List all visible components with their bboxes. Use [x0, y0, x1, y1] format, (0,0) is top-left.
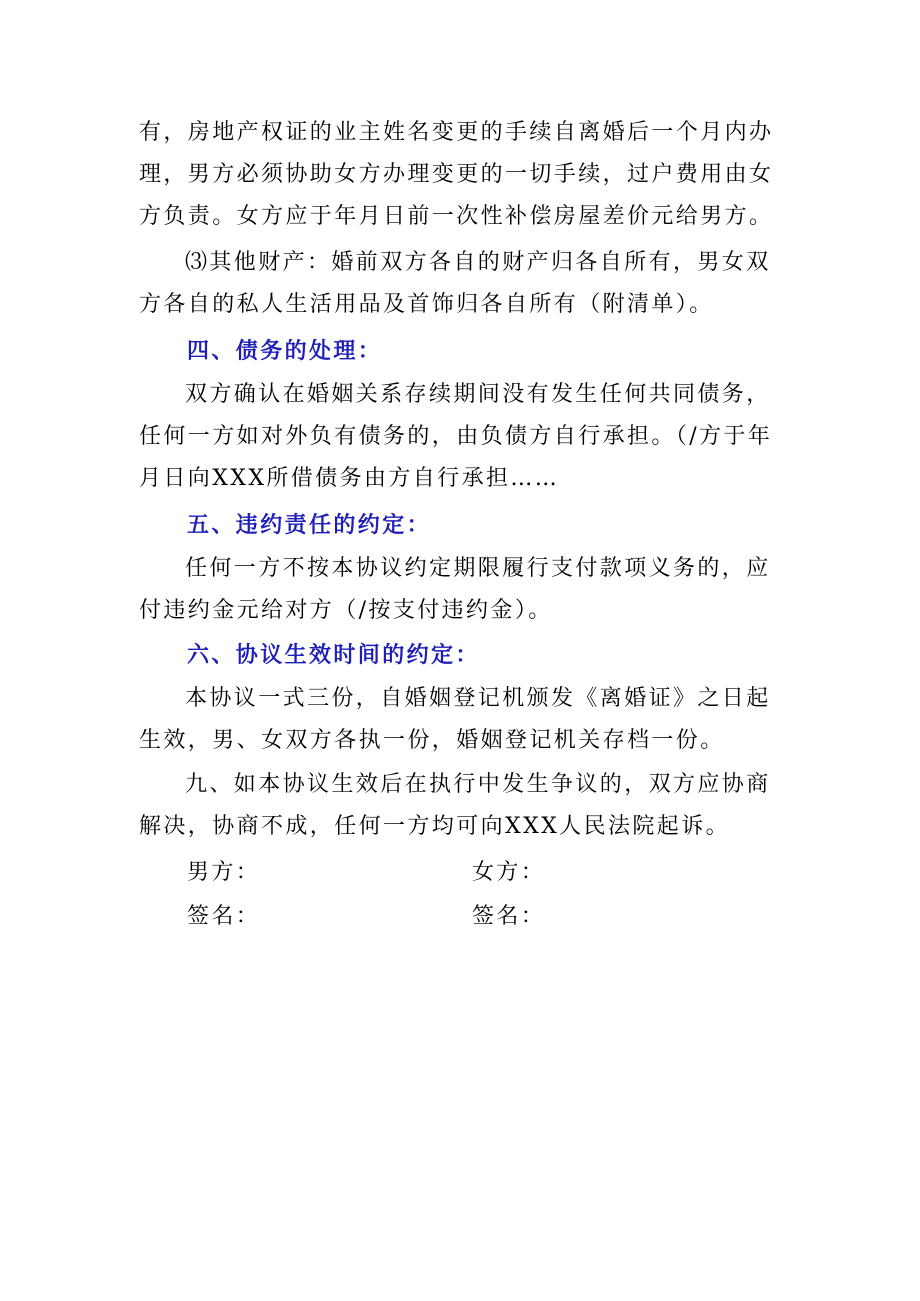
female-party-label: 女方：	[472, 860, 546, 885]
paragraph-property-transfer: 有，房地产权证的业主姓名变更的手续自离婚后一个月内办理，男方必须协助女方办理变更的一切手续，过户费用由女方负责。女方应于年月日前一次性补偿房屋差价元给男方。	[139, 120, 774, 229]
paragraph-other-property: ⑶其他财产：婚前双方各自的财产归各自所有，男女双方各自的私人生活用品及首饰归各自所有（附清单）。	[139, 250, 771, 317]
heading-debt-handling: 四、债务的处理：	[187, 338, 383, 364]
female-signature-label: 签名：	[472, 904, 546, 929]
paragraph-debt: 双方确认在婚姻关系存续期间没有发生任何共同债务，任何一方如对外负有债务的，由负债方自行承担。（/方于年月日向XXX所借债务由方自行承担……	[139, 382, 773, 491]
heading-breach-liability: 五、违约责任的约定：	[187, 512, 432, 538]
paragraph-effective: 本协议一式三份，自婚姻登记机颁发《离婚证》之日起生效，男、女双方各执一份，婚姻登记机关存档一份。	[139, 686, 771, 753]
paragraph-breach: 任何一方不按本协议约定期限履行支付款项义务的，应付违约金元给对方（/按支付违约金）。	[139, 556, 771, 623]
male-signature-label: 签名：	[187, 904, 261, 929]
paragraph-dispute: 九、如本协议生效后在执行中发生争议的，双方应协商解决，协商不成，任何一方均可向XXX人民法院起诉。	[139, 772, 771, 839]
male-party-label: 男方：	[187, 860, 261, 885]
heading-effective-time: 六、协议生效时间的约定：	[187, 642, 480, 668]
